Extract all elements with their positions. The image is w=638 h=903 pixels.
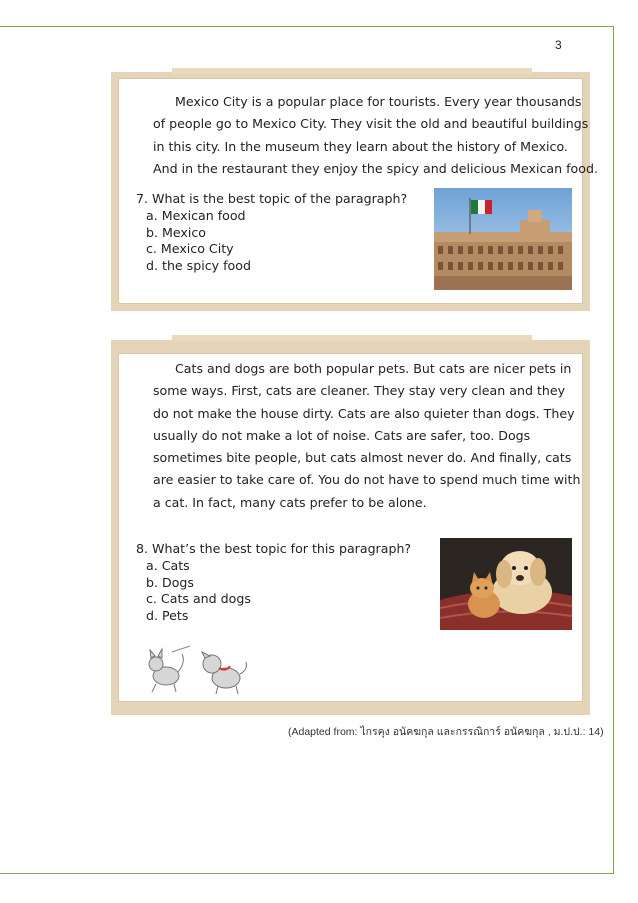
- question-7-option-d[interactable]: d. the spicy food: [146, 258, 251, 274]
- passage-2-line: a cat. In fact, many cats prefer to be alone.: [153, 494, 427, 510]
- passage-2-line: are easier to take care of. You do not have to spend much time with: [153, 472, 581, 488]
- question-7-option-a[interactable]: a. Mexican food: [146, 207, 246, 223]
- passage-1: [153, 91, 598, 180]
- question-8-option-c[interactable]: c. Cats and dogs: [146, 591, 251, 607]
- cat-dog-sketch-illustration: [142, 640, 254, 698]
- page-number: 3: [555, 38, 562, 52]
- passage-2-line: some ways. First, cats are cleaner. They stay very clean and they: [153, 383, 566, 399]
- question-7-option-b[interactable]: b. Mexico: [146, 224, 206, 240]
- passage-2: [153, 358, 580, 514]
- question-8: [136, 541, 411, 625]
- passage-1-line: in this city. In the museum they learn about the history of Mexico.: [153, 138, 568, 154]
- cat-dog-sketch: [142, 640, 254, 698]
- question-8-option-d[interactable]: d. Pets: [146, 608, 189, 624]
- question-7-option-c[interactable]: c. Mexico City: [146, 241, 234, 257]
- question-8-stem: 8. What’s the best topic for this paragraph?: [136, 541, 412, 556]
- question-7: [136, 191, 407, 275]
- passage-1-line: of people go to Mexico City. They visit the old and beautiful buildings: [153, 116, 589, 132]
- question-7-stem: 7. What is the best topic of the paragraph?: [136, 191, 408, 206]
- passage-2-line: usually do not make a lot of noise. Cats are safer, too. Dogs: [153, 427, 531, 443]
- passage-1-line: And in the restaurant they enjoy the spicy and delicious Mexican food.: [153, 160, 598, 176]
- passage-2-line: do not make the house dirty. Cats are also quieter than dogs. They: [153, 405, 575, 421]
- question-8-option-b[interactable]: b. Dogs: [146, 574, 194, 590]
- passage-2-line: sometimes bite people, but cats almost never do. And finally, cats: [153, 450, 572, 466]
- citation: (Adapted from: ไกรคุง อนัคฆกุล และกรรณิการ์ อนัคฆกุล , ม.ป.ป.: 14): [288, 726, 604, 738]
- cat-and-dog-illustration: [440, 538, 572, 630]
- frame-decoration: [172, 335, 532, 341]
- mexico-city-photo: [434, 188, 572, 290]
- mexico-city-illustration: [434, 188, 572, 290]
- cat-and-dog-photo: [440, 538, 572, 630]
- passage-1-line: Mexico City is a popular place for tourists. Every year thousands: [175, 94, 582, 109]
- frame-decoration: [172, 68, 532, 74]
- question-8-option-a[interactable]: a. Cats: [146, 557, 190, 573]
- passage-2-line: Cats and dogs are both popular pets. But cats are nicer pets in: [175, 361, 572, 376]
